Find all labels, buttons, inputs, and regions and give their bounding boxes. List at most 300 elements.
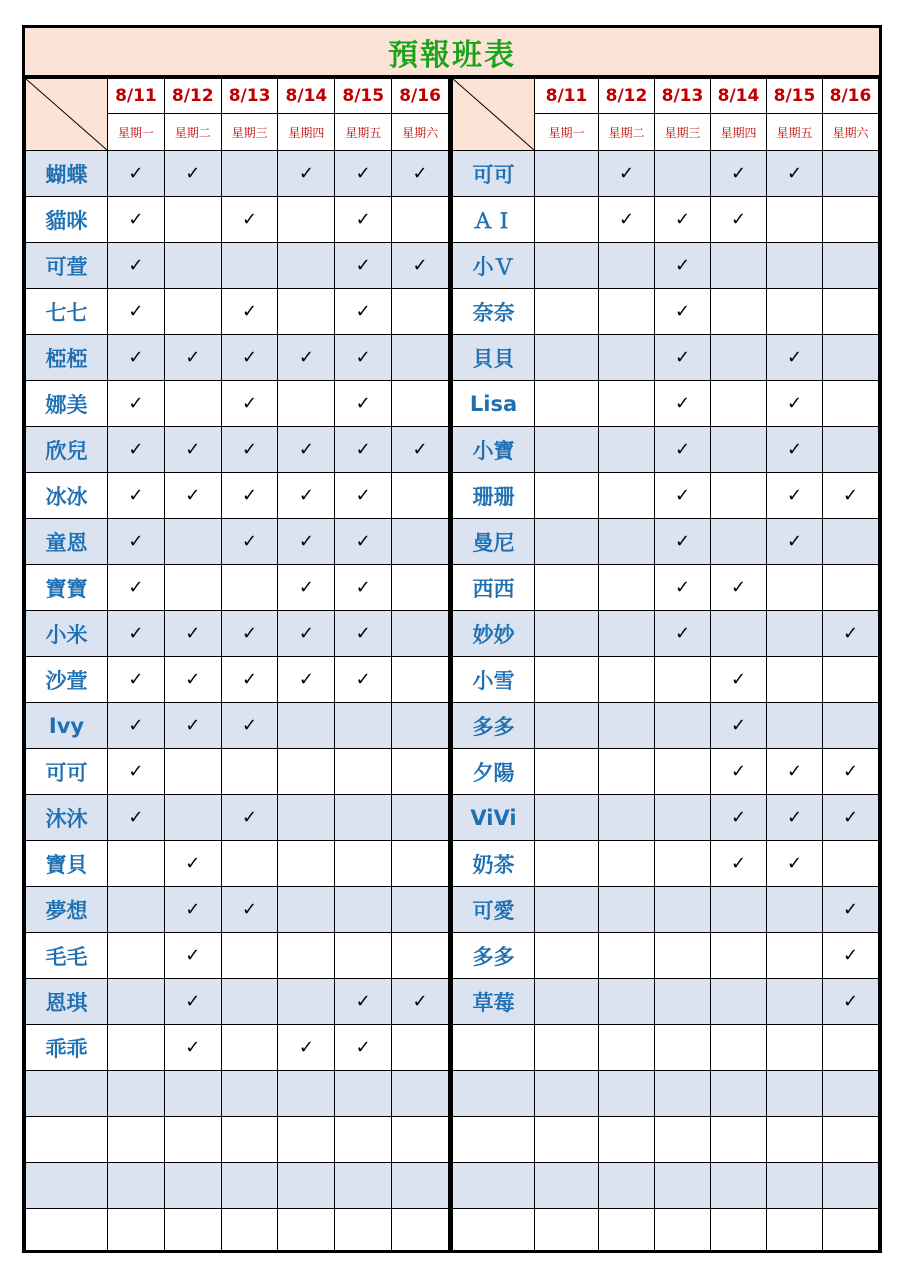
person-name-cell: 曼尼	[453, 519, 535, 565]
shift-check-cell: ✓	[335, 519, 392, 565]
shift-check-cell: ✓	[335, 381, 392, 427]
shift-check-cell	[221, 1209, 278, 1254]
shift-check-cell: ✓	[655, 565, 711, 611]
table-row	[26, 795, 449, 841]
shift-check-cell	[108, 1163, 165, 1209]
person-name-cell	[453, 1117, 535, 1163]
shift-check-cell	[823, 841, 879, 887]
shift-check-cell	[335, 749, 392, 795]
person-name-cell: 多多	[453, 933, 535, 979]
table-row	[453, 565, 879, 611]
table-row	[26, 1071, 449, 1117]
shift-check-cell: ✓	[335, 657, 392, 703]
shift-check-cell	[221, 1117, 278, 1163]
table-row	[26, 933, 449, 979]
shift-check-cell	[278, 933, 335, 979]
shift-check-cell: ✓	[108, 749, 165, 795]
shift-check-cell: ✓	[335, 427, 392, 473]
shift-check-cell: ✓	[164, 151, 221, 197]
right-table-body	[453, 151, 879, 1254]
shift-check-cell: ✓	[278, 1025, 335, 1071]
shift-check-cell	[221, 979, 278, 1025]
table-row	[453, 611, 879, 657]
table-row	[26, 289, 449, 335]
person-name-cell	[26, 1071, 108, 1117]
shift-check-cell	[823, 1025, 879, 1071]
shift-check-cell: ✓	[221, 381, 278, 427]
table-row	[453, 749, 879, 795]
shift-check-cell	[599, 381, 655, 427]
shift-check-cell	[599, 1163, 655, 1209]
date-header: 8/13	[221, 79, 278, 114]
table-row	[26, 611, 449, 657]
shift-check-cell	[535, 519, 599, 565]
table-row	[453, 703, 879, 749]
shift-check-cell	[535, 795, 599, 841]
shift-check-cell	[108, 887, 165, 933]
shift-check-cell: ✓	[278, 151, 335, 197]
shift-check-cell: ✓	[221, 427, 278, 473]
table-row	[453, 1071, 879, 1117]
shift-check-cell	[108, 979, 165, 1025]
shift-check-cell	[535, 611, 599, 657]
table-row	[26, 243, 449, 289]
shift-check-cell	[221, 565, 278, 611]
weekday-header: 星期三	[655, 114, 711, 151]
shift-check-cell: ✓	[655, 335, 711, 381]
person-name-cell: 貓咪	[26, 197, 108, 243]
table-row	[453, 289, 879, 335]
shift-check-cell	[278, 381, 335, 427]
shift-check-cell	[278, 749, 335, 795]
shift-check-cell	[823, 1209, 879, 1254]
shift-check-cell: ✓	[711, 703, 767, 749]
shift-check-cell: ✓	[655, 519, 711, 565]
date-header: 8/14	[278, 79, 335, 114]
shift-check-cell: ✓	[767, 427, 823, 473]
table-row	[453, 933, 879, 979]
shift-check-cell: ✓	[392, 979, 449, 1025]
left-schedule-table	[25, 78, 449, 1253]
shift-check-cell	[823, 565, 879, 611]
shift-check-cell: ✓	[823, 795, 879, 841]
shift-check-cell	[164, 197, 221, 243]
person-name-cell: 小雪	[453, 657, 535, 703]
person-name-cell: 妙妙	[453, 611, 535, 657]
shift-check-cell: ✓	[108, 519, 165, 565]
schedule-frame	[22, 25, 882, 1253]
shift-check-cell	[535, 1163, 599, 1209]
person-name-cell: 童恩	[26, 519, 108, 565]
table-row	[26, 657, 449, 703]
shift-check-cell: ✓	[278, 335, 335, 381]
shift-check-cell: ✓	[164, 657, 221, 703]
shift-check-cell	[535, 841, 599, 887]
shift-check-cell	[535, 1071, 599, 1117]
shift-check-cell: ✓	[278, 427, 335, 473]
person-name-cell: 冰冰	[26, 473, 108, 519]
shift-check-cell	[711, 289, 767, 335]
person-name-cell: 小米	[26, 611, 108, 657]
shift-check-cell	[164, 519, 221, 565]
person-name-cell: 毛毛	[26, 933, 108, 979]
right-schedule-table	[452, 78, 879, 1253]
shift-check-cell	[711, 1071, 767, 1117]
shift-check-cell: ✓	[164, 335, 221, 381]
shift-check-cell	[535, 1209, 599, 1254]
shift-check-cell: ✓	[221, 519, 278, 565]
shift-check-cell	[711, 887, 767, 933]
shift-check-cell: ✓	[392, 427, 449, 473]
shift-check-cell	[221, 841, 278, 887]
shift-check-cell	[655, 703, 711, 749]
shift-check-cell	[823, 657, 879, 703]
shift-check-cell	[108, 1117, 165, 1163]
weekday-header: 星期一	[535, 114, 599, 151]
date-header: 8/13	[655, 79, 711, 114]
shift-check-cell: ✓	[164, 1025, 221, 1071]
person-name-cell	[453, 1025, 535, 1071]
shift-check-cell	[108, 1025, 165, 1071]
person-name-cell: 椏椏	[26, 335, 108, 381]
shift-check-cell: ✓	[335, 473, 392, 519]
shift-check-cell	[767, 243, 823, 289]
shift-check-cell	[711, 427, 767, 473]
shift-check-cell	[164, 749, 221, 795]
weekday-header: 星期五	[335, 114, 392, 151]
page-title: 預報班表	[388, 37, 516, 73]
shift-check-cell	[599, 289, 655, 335]
table-row	[26, 565, 449, 611]
person-name-cell	[453, 1163, 535, 1209]
table-row	[453, 151, 879, 197]
shift-check-cell	[278, 795, 335, 841]
shift-check-cell	[767, 289, 823, 335]
weekday-header: 星期五	[767, 114, 823, 151]
shift-check-cell: ✓	[335, 565, 392, 611]
shift-check-cell	[599, 1025, 655, 1071]
shift-check-cell	[535, 657, 599, 703]
shift-check-cell: ✓	[164, 703, 221, 749]
shift-check-cell	[599, 749, 655, 795]
person-name-cell	[26, 1209, 108, 1254]
shift-check-cell	[164, 1209, 221, 1254]
shift-check-cell: ✓	[108, 197, 165, 243]
table-row	[26, 1025, 449, 1071]
shift-check-cell: ✓	[164, 933, 221, 979]
table-row	[453, 887, 879, 933]
shift-check-cell	[278, 703, 335, 749]
shift-check-cell	[711, 1117, 767, 1163]
shift-check-cell	[599, 933, 655, 979]
shift-check-cell: ✓	[823, 933, 879, 979]
shift-check-cell	[599, 979, 655, 1025]
shift-check-cell	[823, 1117, 879, 1163]
shift-check-cell	[392, 1117, 449, 1163]
shift-check-cell	[711, 1163, 767, 1209]
shift-check-cell	[335, 841, 392, 887]
shift-check-cell: ✓	[823, 611, 879, 657]
shift-check-cell: ✓	[108, 427, 165, 473]
shift-check-cell: ✓	[655, 243, 711, 289]
table-row	[453, 979, 879, 1025]
shift-check-cell	[392, 289, 449, 335]
shift-check-cell: ✓	[278, 519, 335, 565]
shift-check-cell	[767, 657, 823, 703]
shift-check-cell	[711, 243, 767, 289]
shift-check-cell	[535, 427, 599, 473]
shift-check-cell	[392, 519, 449, 565]
table-row	[26, 197, 449, 243]
shift-check-cell: ✓	[221, 289, 278, 335]
shift-check-cell: ✓	[711, 841, 767, 887]
shift-check-cell	[221, 933, 278, 979]
shift-check-cell: ✓	[108, 151, 165, 197]
shift-check-cell	[767, 1163, 823, 1209]
shift-check-cell	[392, 657, 449, 703]
person-name-cell: 沙萱	[26, 657, 108, 703]
table-row	[26, 703, 449, 749]
shift-check-cell	[535, 473, 599, 519]
shift-check-cell	[164, 289, 221, 335]
shift-check-cell	[335, 1209, 392, 1254]
table-row	[453, 427, 879, 473]
shift-check-cell: ✓	[767, 519, 823, 565]
shift-check-cell: ✓	[711, 657, 767, 703]
shift-check-cell	[599, 335, 655, 381]
shift-check-cell	[711, 473, 767, 519]
table-row	[26, 473, 449, 519]
shift-check-cell	[823, 1163, 879, 1209]
person-name-cell: 寶寶	[26, 565, 108, 611]
shift-check-cell	[823, 427, 879, 473]
shift-check-cell: ✓	[221, 197, 278, 243]
shift-check-cell: ✓	[655, 289, 711, 335]
shift-check-cell	[823, 519, 879, 565]
weekday-header: 星期二	[164, 114, 221, 151]
left-table-panel	[25, 78, 449, 1253]
date-header: 8/11	[108, 79, 165, 114]
shift-check-cell	[599, 243, 655, 289]
person-name-cell: 可愛	[453, 887, 535, 933]
shift-check-cell: ✓	[599, 151, 655, 197]
shift-check-cell	[823, 1071, 879, 1117]
shift-check-cell: ✓	[767, 795, 823, 841]
shift-check-cell	[535, 749, 599, 795]
shift-check-cell	[655, 1117, 711, 1163]
shift-check-cell	[221, 151, 278, 197]
shift-check-cell: ✓	[335, 611, 392, 657]
shift-check-cell: ✓	[108, 473, 165, 519]
shift-check-cell: ✓	[711, 565, 767, 611]
shift-check-cell: ✓	[108, 611, 165, 657]
shift-check-cell	[164, 795, 221, 841]
shift-check-cell	[655, 1025, 711, 1071]
table-row	[453, 1025, 879, 1071]
shift-check-cell: ✓	[278, 657, 335, 703]
shift-check-cell	[535, 703, 599, 749]
shift-check-cell: ✓	[335, 151, 392, 197]
shift-check-cell	[392, 473, 449, 519]
shift-check-cell	[767, 1071, 823, 1117]
shift-check-cell: ✓	[711, 197, 767, 243]
weekday-header: 星期三	[221, 114, 278, 151]
shift-check-cell	[535, 335, 599, 381]
person-name-cell: 貝貝	[453, 335, 535, 381]
shift-check-cell	[392, 749, 449, 795]
shift-check-cell	[535, 381, 599, 427]
date-header: 8/11	[535, 79, 599, 114]
shift-check-cell	[535, 1117, 599, 1163]
shift-check-cell	[392, 1071, 449, 1117]
table-row	[453, 519, 879, 565]
table-row	[453, 1163, 879, 1209]
shift-check-cell	[599, 703, 655, 749]
date-header: 8/16	[392, 79, 449, 114]
shift-check-cell: ✓	[164, 887, 221, 933]
shift-check-cell	[392, 611, 449, 657]
person-name-cell	[453, 1071, 535, 1117]
table-row	[26, 1163, 449, 1209]
weekday-header: 星期二	[599, 114, 655, 151]
shift-check-cell	[108, 1209, 165, 1254]
table-row	[26, 427, 449, 473]
shift-check-cell	[335, 1071, 392, 1117]
shift-check-cell: ✓	[335, 335, 392, 381]
shift-check-cell: ✓	[335, 289, 392, 335]
shift-check-cell: ✓	[767, 749, 823, 795]
person-name-cell	[26, 1117, 108, 1163]
shift-check-cell: ✓	[335, 243, 392, 289]
shift-check-cell	[711, 1025, 767, 1071]
table-row	[26, 1209, 449, 1254]
person-name-cell: 夕陽	[453, 749, 535, 795]
person-name-cell: 奈奈	[453, 289, 535, 335]
shift-check-cell	[278, 979, 335, 1025]
date-header: 8/15	[767, 79, 823, 114]
person-name-cell: 欣兒	[26, 427, 108, 473]
shift-check-cell	[711, 611, 767, 657]
table-row	[26, 841, 449, 887]
shift-check-cell: ✓	[221, 703, 278, 749]
shift-check-cell	[392, 933, 449, 979]
person-name-cell: 沐沐	[26, 795, 108, 841]
table-row	[453, 841, 879, 887]
shift-check-cell: ✓	[599, 197, 655, 243]
person-name-cell: 奶茶	[453, 841, 535, 887]
title-bar	[25, 28, 879, 78]
shift-check-cell	[599, 887, 655, 933]
person-name-cell: 珊珊	[453, 473, 535, 519]
shift-check-cell	[767, 1209, 823, 1254]
shift-check-cell: ✓	[711, 749, 767, 795]
shift-check-cell	[164, 565, 221, 611]
person-name-cell: 多多	[453, 703, 535, 749]
person-name-cell: ViVi	[453, 795, 535, 841]
shift-check-cell: ✓	[823, 749, 879, 795]
shift-check-cell: ✓	[221, 887, 278, 933]
shift-check-cell	[164, 1071, 221, 1117]
shift-check-cell	[278, 1163, 335, 1209]
date-header: 8/12	[164, 79, 221, 114]
person-name-cell: 七七	[26, 289, 108, 335]
shift-check-cell	[711, 519, 767, 565]
shift-check-cell	[655, 841, 711, 887]
shift-check-cell	[599, 427, 655, 473]
shift-check-cell	[655, 1163, 711, 1209]
shift-check-cell	[535, 289, 599, 335]
shift-check-cell	[335, 933, 392, 979]
weekday-header: 星期一	[108, 114, 165, 151]
shift-check-cell: ✓	[108, 703, 165, 749]
table-row	[453, 1117, 879, 1163]
shift-check-cell: ✓	[108, 243, 165, 289]
shift-check-cell	[599, 841, 655, 887]
shift-check-cell: ✓	[108, 381, 165, 427]
date-header: 8/15	[335, 79, 392, 114]
shift-check-cell	[392, 381, 449, 427]
shift-check-cell	[164, 243, 221, 289]
shift-check-cell	[392, 841, 449, 887]
person-name-cell: 小Ｖ	[453, 243, 535, 289]
person-name-cell: 可可	[453, 151, 535, 197]
shift-check-cell: ✓	[164, 611, 221, 657]
shift-check-cell	[655, 887, 711, 933]
shift-check-cell	[767, 197, 823, 243]
shift-check-cell	[599, 1209, 655, 1254]
shift-check-cell	[655, 933, 711, 979]
person-name-cell: 恩琪	[26, 979, 108, 1025]
shift-check-cell: ✓	[221, 657, 278, 703]
shift-check-cell	[392, 197, 449, 243]
shift-check-cell: ✓	[164, 427, 221, 473]
shift-check-cell	[535, 151, 599, 197]
shift-check-cell	[221, 1025, 278, 1071]
shift-check-cell	[767, 703, 823, 749]
shift-check-cell	[335, 795, 392, 841]
shift-check-cell: ✓	[335, 197, 392, 243]
table-row	[453, 1209, 879, 1254]
shift-check-cell	[767, 1025, 823, 1071]
table-row	[26, 335, 449, 381]
shift-check-cell: ✓	[823, 473, 879, 519]
table-row	[26, 519, 449, 565]
shift-check-cell	[392, 1163, 449, 1209]
person-name-cell: 草莓	[453, 979, 535, 1025]
shift-check-cell	[278, 1209, 335, 1254]
shift-check-cell: ✓	[655, 427, 711, 473]
shift-check-cell	[392, 565, 449, 611]
shift-check-cell	[655, 657, 711, 703]
shift-check-cell: ✓	[108, 565, 165, 611]
shift-check-cell	[392, 1209, 449, 1254]
shift-check-cell	[767, 979, 823, 1025]
shift-check-cell	[278, 289, 335, 335]
shift-check-cell	[535, 887, 599, 933]
shift-check-cell	[392, 795, 449, 841]
shift-check-cell	[655, 1209, 711, 1254]
shift-check-cell: ✓	[108, 657, 165, 703]
shift-check-cell	[278, 1071, 335, 1117]
weekday-header: 星期四	[711, 114, 767, 151]
shift-check-cell	[221, 749, 278, 795]
person-name-cell: Lisa	[453, 381, 535, 427]
shift-check-cell	[335, 703, 392, 749]
person-name-cell: 可萱	[26, 243, 108, 289]
weekday-header: 星期六	[392, 114, 449, 151]
shift-check-cell	[108, 1071, 165, 1117]
person-name-cell: Ivy	[26, 703, 108, 749]
